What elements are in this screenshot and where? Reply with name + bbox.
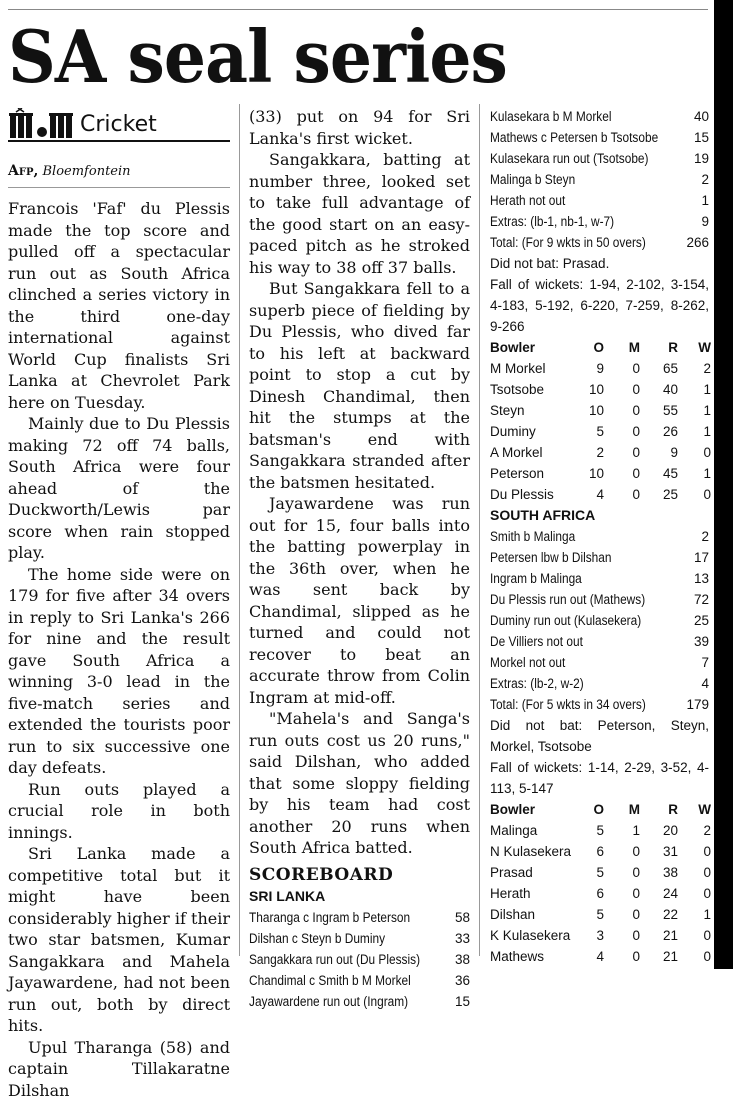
overs-value: 10 [572, 463, 604, 484]
bowling-header-cell: R [640, 337, 678, 358]
paragraph: Jayawardene was run out for 15, four balls into the batting powerplay in the 36th over, when he was sent back by Chandimal, slipped as he turned and could not recover to beat an accurate throw from Colin Ingram at mid-off. [249, 493, 470, 708]
south-africa-heading: SOUTH AFRICA [490, 505, 709, 526]
wickets-value: 1 [678, 421, 711, 442]
maidens-value: 0 [604, 379, 640, 400]
maidens-value: 0 [604, 904, 640, 925]
byline-agency: Afp, [8, 163, 38, 179]
bowling-row [490, 841, 709, 862]
batting-row [249, 970, 470, 991]
batting-row [490, 631, 709, 652]
bowling-row [490, 484, 709, 505]
batsman-entry: Dilshan c Steyn b Duminy [249, 928, 385, 949]
runs-value: 179 [686, 694, 709, 715]
batsman-entry: Ingram b Malinga [490, 568, 582, 589]
wickets-value: 0 [678, 484, 711, 505]
maidens-value: 0 [604, 883, 640, 904]
bowling-row [490, 358, 709, 379]
batsman-entry: Jayawardene run out (Ingram) [249, 991, 408, 1012]
batting-row [490, 148, 709, 169]
runs-value: 40 [640, 379, 678, 400]
overs-value: 5 [572, 862, 604, 883]
batting-row [249, 928, 470, 949]
batsman-entry: Herath not out [490, 190, 565, 211]
headline: SA seal series [8, 12, 507, 102]
maidens-value: 0 [604, 925, 640, 946]
maidens-value: 0 [604, 841, 640, 862]
runs-value: 9 [640, 442, 678, 463]
south-africa-did-not-bat: Did not bat: Peterson, Steyn, Morkel, Tsotsobe [490, 715, 709, 757]
bowling-row [490, 400, 709, 421]
bowling-header-cell: W [678, 799, 711, 820]
batsman-entry: Extras: (lb-1, nb-1, w-7) [490, 211, 614, 232]
byline [8, 162, 131, 181]
bowling-header-cell: Bowler [490, 337, 572, 358]
wickets-value: 0 [678, 883, 711, 904]
bowling-header [490, 799, 709, 820]
runs-value: 4 [701, 673, 709, 694]
sri-lanka-batting-part-2 [490, 106, 709, 253]
overs-value: 4 [572, 946, 604, 967]
south-africa-bowling [490, 358, 709, 505]
runs-value: 15 [455, 991, 470, 1012]
bowler-name: Malinga [490, 820, 572, 841]
byline-rule [8, 187, 230, 188]
runs-value: 9 [701, 211, 709, 232]
bowler-name: K Kulasekera [490, 925, 572, 946]
runs-value: 31 [640, 841, 678, 862]
runs-value: 266 [686, 232, 709, 253]
bowling-header-cell: O [572, 337, 604, 358]
batting-row [490, 673, 709, 694]
paragraph: Mainly due to Du Plessis making 72 off 74 balls, South Africa were four ahead of the Duckworth/Lewis par score when rain stopped play. [8, 413, 230, 564]
runs-value: 40 [694, 106, 709, 127]
wickets-value: 2 [678, 820, 711, 841]
paragraph: But Sangakkara fell to a superb piece of fielding by Du Plessis, who dived far to his left at backward point to stop a cut by Dinesh Chandimal, then hit the stumps at the batsman's end with Sangakkara stranded after the batsmen hesitated. [249, 278, 470, 493]
runs-value: 55 [640, 400, 678, 421]
column-divider [479, 104, 480, 956]
batting-row [490, 652, 709, 673]
bowling-header [490, 337, 709, 358]
column-divider [239, 104, 240, 956]
paragraph: Run outs played a crucial role in both innings. [8, 779, 230, 844]
batting-row [249, 907, 470, 928]
batsman-entry: Petersen lbw b Dilshan [490, 547, 612, 568]
wickets-value: 1 [678, 379, 711, 400]
batting-row [490, 547, 709, 568]
batsman-entry: Mathews c Petersen b Tsotsobe [490, 127, 658, 148]
runs-value: 26 [640, 421, 678, 442]
overs-value: 9 [572, 358, 604, 379]
overs-value: 5 [572, 904, 604, 925]
batting-row [490, 526, 709, 547]
overs-value: 4 [572, 484, 604, 505]
runs-value: 20 [640, 820, 678, 841]
batting-row [490, 232, 709, 253]
wickets-value: 1 [678, 463, 711, 484]
wickets-value: 1 [678, 904, 711, 925]
paragraph: Sri Lanka made a competitive total but it might have been considerably higher if their two star batsmen, Kumar Sangakkara and Mahela Jayawardene, had not been run out, both by direct hits. [8, 843, 230, 1037]
batsman-entry: Extras: (lb-2, w-2) [490, 673, 584, 694]
runs-value: 2 [701, 526, 709, 547]
batting-row [249, 949, 470, 970]
bowling-row [490, 883, 709, 904]
runs-value: 21 [640, 946, 678, 967]
runs-value: 45 [640, 463, 678, 484]
batting-row [490, 190, 709, 211]
runs-value: 2 [701, 169, 709, 190]
bowling-row [490, 925, 709, 946]
runs-value: 38 [640, 862, 678, 883]
overs-value: 3 [572, 925, 604, 946]
bowler-name: Du Plessis [490, 484, 572, 505]
wickets-value: 0 [678, 925, 711, 946]
batsman-entry: Smith b Malinga [490, 526, 575, 547]
batsman-entry: Chandimal c Smith b M Morkel [249, 970, 411, 991]
runs-value: 33 [455, 928, 470, 949]
bowling-header-cell: M [604, 337, 640, 358]
batsman-entry: Sangakkara run out (Du Plessis) [249, 949, 420, 970]
article-column-2 [249, 106, 470, 1012]
scoreboard-title: SCOREBOARD [249, 864, 470, 886]
bowling-header-cell: O [572, 799, 604, 820]
wickets-value: 1 [678, 400, 711, 421]
maidens-value: 0 [604, 463, 640, 484]
bowler-name: Steyn [490, 400, 572, 421]
bowling-row [490, 421, 709, 442]
overs-value: 6 [572, 883, 604, 904]
top-rule [8, 9, 708, 10]
runs-value: 17 [694, 547, 709, 568]
overs-value: 10 [572, 379, 604, 400]
page-edge [714, 0, 733, 969]
sri-lanka-did-not-bat: Did not bat: Prasad. [490, 253, 709, 274]
paragraph: Sangakkara, batting at number three, looked set to take full advantage of the good start on an easy-paced pitch as he stroked his way to 38 off 37 balls. [249, 149, 470, 278]
maidens-value: 0 [604, 358, 640, 379]
bowler-name: Prasad [490, 862, 572, 883]
batsman-entry: Malinga b Steyn [490, 169, 575, 190]
runs-value: 13 [694, 568, 709, 589]
batting-row [490, 694, 709, 715]
bowler-name: Duminy [490, 421, 572, 442]
batting-row [490, 127, 709, 148]
runs-value: 65 [640, 358, 678, 379]
overs-value: 6 [572, 841, 604, 862]
bowler-name: Herath [490, 883, 572, 904]
batsman-entry: De Villiers not out [490, 631, 583, 652]
runs-value: 72 [694, 589, 709, 610]
south-africa-batting [490, 526, 709, 715]
batting-row [249, 991, 470, 1012]
section-label: Cricket [80, 112, 157, 138]
bowling-row [490, 463, 709, 484]
runs-value: 36 [455, 970, 470, 991]
batting-row [490, 610, 709, 631]
sri-lanka-bowling [490, 820, 709, 967]
maidens-value: 0 [604, 442, 640, 463]
maidens-value: 0 [604, 484, 640, 505]
sri-lanka-fall-of-wickets: Fall of wickets: 1-94, 2-102, 3-154, 4-183, 5-192, 6-220, 7-259, 8-262, 9-266 [490, 274, 709, 337]
sri-lanka-batting-part-1 [249, 907, 470, 1012]
bowling-header-cell: R [640, 799, 678, 820]
runs-value: 25 [640, 484, 678, 505]
batsman-entry: Total: (For 5 wkts in 34 overs) [490, 694, 646, 715]
batsman-entry: Kulasekara run out (Tsotsobe) [490, 148, 648, 169]
runs-value: 25 [694, 610, 709, 631]
batting-row [490, 106, 709, 127]
bowling-row [490, 904, 709, 925]
bowler-name: Peterson [490, 463, 572, 484]
byline-place: Bloemfontein [43, 164, 131, 179]
paragraph: Upul Tharanga (58) and captain Tillakaratne Dilshan [8, 1037, 230, 1101]
bowler-name: N Kulasekera [490, 841, 572, 862]
paragraph: "Mahela's and Sanga's run outs cost us 20 runs," said Dilshan, who added that some sloppy fielding by his team had cost another 20 runs when South Africa batted. [249, 708, 470, 859]
runs-value: 24 [640, 883, 678, 904]
runs-value: 7 [701, 652, 709, 673]
overs-value: 2 [572, 442, 604, 463]
bowler-name: Dilshan [490, 904, 572, 925]
bowler-name: A Morkel [490, 442, 572, 463]
overs-value: 5 [572, 421, 604, 442]
wickets-value: 0 [678, 841, 711, 862]
overs-value: 5 [572, 820, 604, 841]
bowler-name: Tsotsobe [490, 379, 572, 400]
wickets-value: 0 [678, 862, 711, 883]
bowling-header-cell: Bowler [490, 799, 572, 820]
batsman-entry: Morkel not out [490, 652, 565, 673]
batsman-entry: Du Plessis run out (Mathews) [490, 589, 645, 610]
runs-value: 19 [694, 148, 709, 169]
batting-row [490, 211, 709, 232]
bowling-header-cell: M [604, 799, 640, 820]
article-column-1 [8, 198, 230, 1101]
runs-value: 1 [701, 190, 709, 211]
south-africa-fall-of-wickets: Fall of wickets: 1-14, 2-29, 3-52, 4-113, 5-147 [490, 757, 709, 799]
maidens-value: 1 [604, 820, 640, 841]
bowling-row [490, 946, 709, 967]
runs-value: 38 [455, 949, 470, 970]
runs-value: 58 [455, 907, 470, 928]
batting-row [490, 169, 709, 190]
wickets-value: 0 [678, 442, 711, 463]
batsman-entry: Duminy run out (Kulasekera) [490, 610, 641, 631]
runs-value: 15 [694, 127, 709, 148]
maidens-value: 0 [604, 946, 640, 967]
runs-value: 22 [640, 904, 678, 925]
section-kicker [8, 104, 230, 142]
batsman-entry: Total: (For 9 wkts in 50 overs) [490, 232, 646, 253]
batsman-entry: Kulasekara b M Morkel [490, 106, 611, 127]
bowling-row [490, 820, 709, 841]
bowling-row [490, 379, 709, 400]
section-underline [8, 140, 230, 142]
wickets-value: 2 [678, 358, 711, 379]
maidens-value: 0 [604, 400, 640, 421]
paragraph: (33) put on 94 for Sri Lanka's first wicket. [249, 106, 470, 149]
cricket-icon [8, 108, 74, 143]
bowling-header-cell: W [678, 337, 711, 358]
article-continued [249, 106, 470, 859]
batting-row [490, 589, 709, 610]
runs-value: 21 [640, 925, 678, 946]
bowler-name: Mathews [490, 946, 572, 967]
paragraph: Francois 'Faf' du Plessis made the top score and pulled off a spectacular run out as South Africa clinched a series victory in the third one-day international against World Cup finalists Sri Lanka at Chevrolet Park here on Tuesday. [8, 198, 230, 413]
paragraph: The home side were on 179 for five after 34 overs in reply to Sri Lanka's 266 for nine and the result gave South Africa a winning 3-0 lead in the five-match series and extended the tourists poor run to six successive one day defeats. [8, 564, 230, 779]
bowling-row [490, 442, 709, 463]
batsman-entry: Tharanga c Ingram b Peterson [249, 907, 410, 928]
bowler-name: M Morkel [490, 358, 572, 379]
bowling-row [490, 862, 709, 883]
batting-row [490, 568, 709, 589]
scoreboard-column-3 [490, 106, 709, 967]
maidens-value: 0 [604, 421, 640, 442]
runs-value: 39 [694, 631, 709, 652]
overs-value: 10 [572, 400, 604, 421]
maidens-value: 0 [604, 862, 640, 883]
sri-lanka-heading: SRI LANKA [249, 886, 470, 907]
wickets-value: 0 [678, 946, 711, 967]
